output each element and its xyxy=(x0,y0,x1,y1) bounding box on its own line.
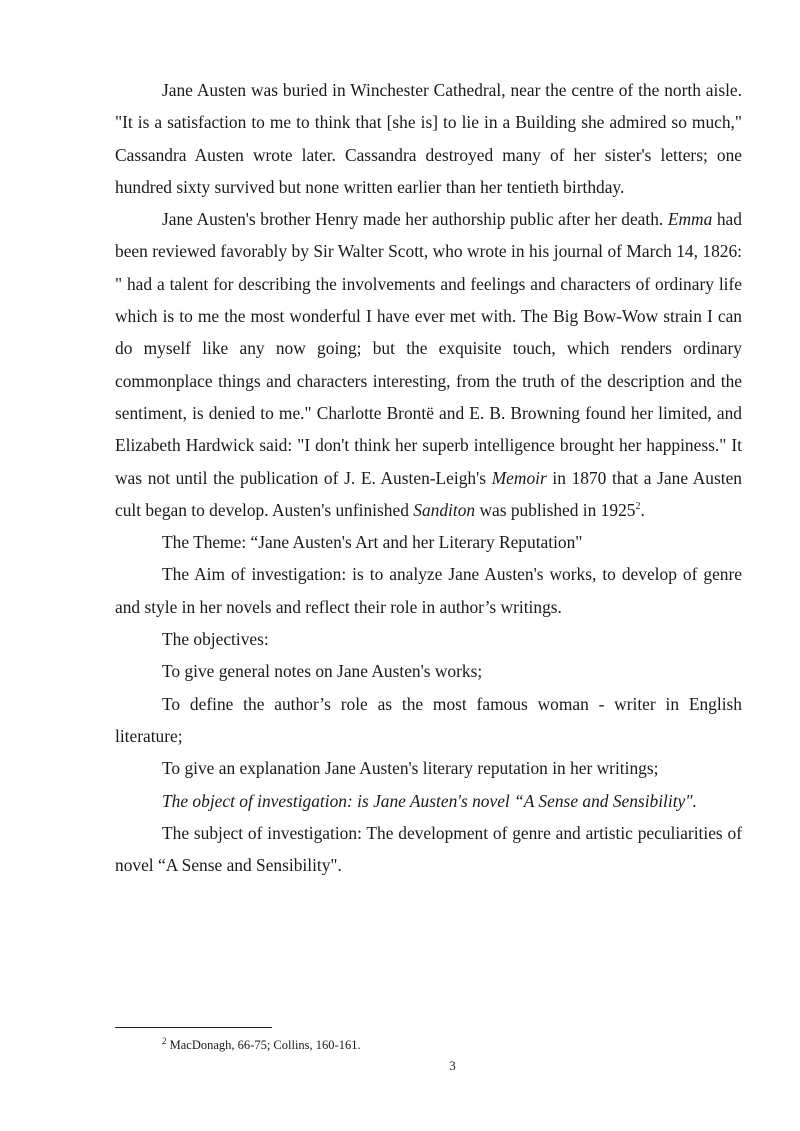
footnote-reference[interactable]: 2 xyxy=(635,501,641,513)
paragraph-burial: Jane Austen was buried in Winchester Cathedral, near the centre of the north aisle. "It is a satisfaction to me to think that [she is] to lie in a Building she admired so much," Cassandra Austen wrote later. Cassandra destroyed many of her sister's letters; one hundred sixty survived but none written earlier than her tentieth birthday. xyxy=(115,80,742,197)
paragraph-reputation xyxy=(115,203,742,526)
text-segment: . xyxy=(640,499,645,520)
text-segment: in 1870 that a Jane Austen cult began to develop. Austen's unfinished xyxy=(115,467,742,520)
paragraph-subject: The subject of investigation: The development of genre and artistic peculiarities of novel “A Sense and Sensibility". xyxy=(115,822,742,876)
title-memoir: Memoir xyxy=(491,467,547,488)
footnote-divider xyxy=(115,1027,272,1028)
paragraph-aim: The Aim of investigation: is to analyze Jane Austen's works, to develop of genre and style in her novels and reflect their role in author’s writings. xyxy=(115,564,742,617)
objective-item: To define the author’s role as the most famous woman - writer in English literature; xyxy=(115,693,742,746)
footnote-text: MacDonagh, 66-75; Collins, 160-161. xyxy=(166,1038,361,1052)
text-segment: was published in 1925 xyxy=(475,499,636,520)
page-number: 3 xyxy=(449,1058,456,1073)
document-body xyxy=(115,74,742,881)
title-emma: Emma xyxy=(667,209,713,230)
paragraph-object: The object of investigation: is Jane Austen's novel “A Sense and Sensibility". xyxy=(162,790,697,811)
text-segment: Jane Austen's brother Henry made her authorship public after her death. xyxy=(162,209,664,230)
paragraph-theme: The Theme: “Jane Austen's Art and her Literary Reputation" xyxy=(162,532,583,553)
paragraph-objectives-heading: The objectives: xyxy=(162,629,269,650)
objective-item: To give an explanation Jane Austen's literary reputation in her writings; xyxy=(162,758,659,779)
footnote xyxy=(162,1037,361,1053)
footnote-number: 2 xyxy=(162,1035,167,1046)
objective-item: To give general notes on Jane Austen's works; xyxy=(162,661,483,682)
text-segment: had been reviewed favorably by Sir Walter Scott, who wrote in his journal of March 14, 1826: " had a talent for describing the involvements and feelings and characters of ordinary life which is to me the most wonderful I have ever met with. The Big Bow-Wow strain I can do myself like any now going; but the exquisite touch, which renders ordinary commonplace things and characters interesting, from the truth of the description and the sentiment, is denied to me." Charlotte Brontë and E. B. Browning found her limited, and Elizabeth Hardwick said: "I don't think her superb intelligence brought her happiness." It was not until the publication of J. E. Austen-Leigh's xyxy=(115,209,742,488)
title-sanditon: Sanditon xyxy=(413,499,476,520)
